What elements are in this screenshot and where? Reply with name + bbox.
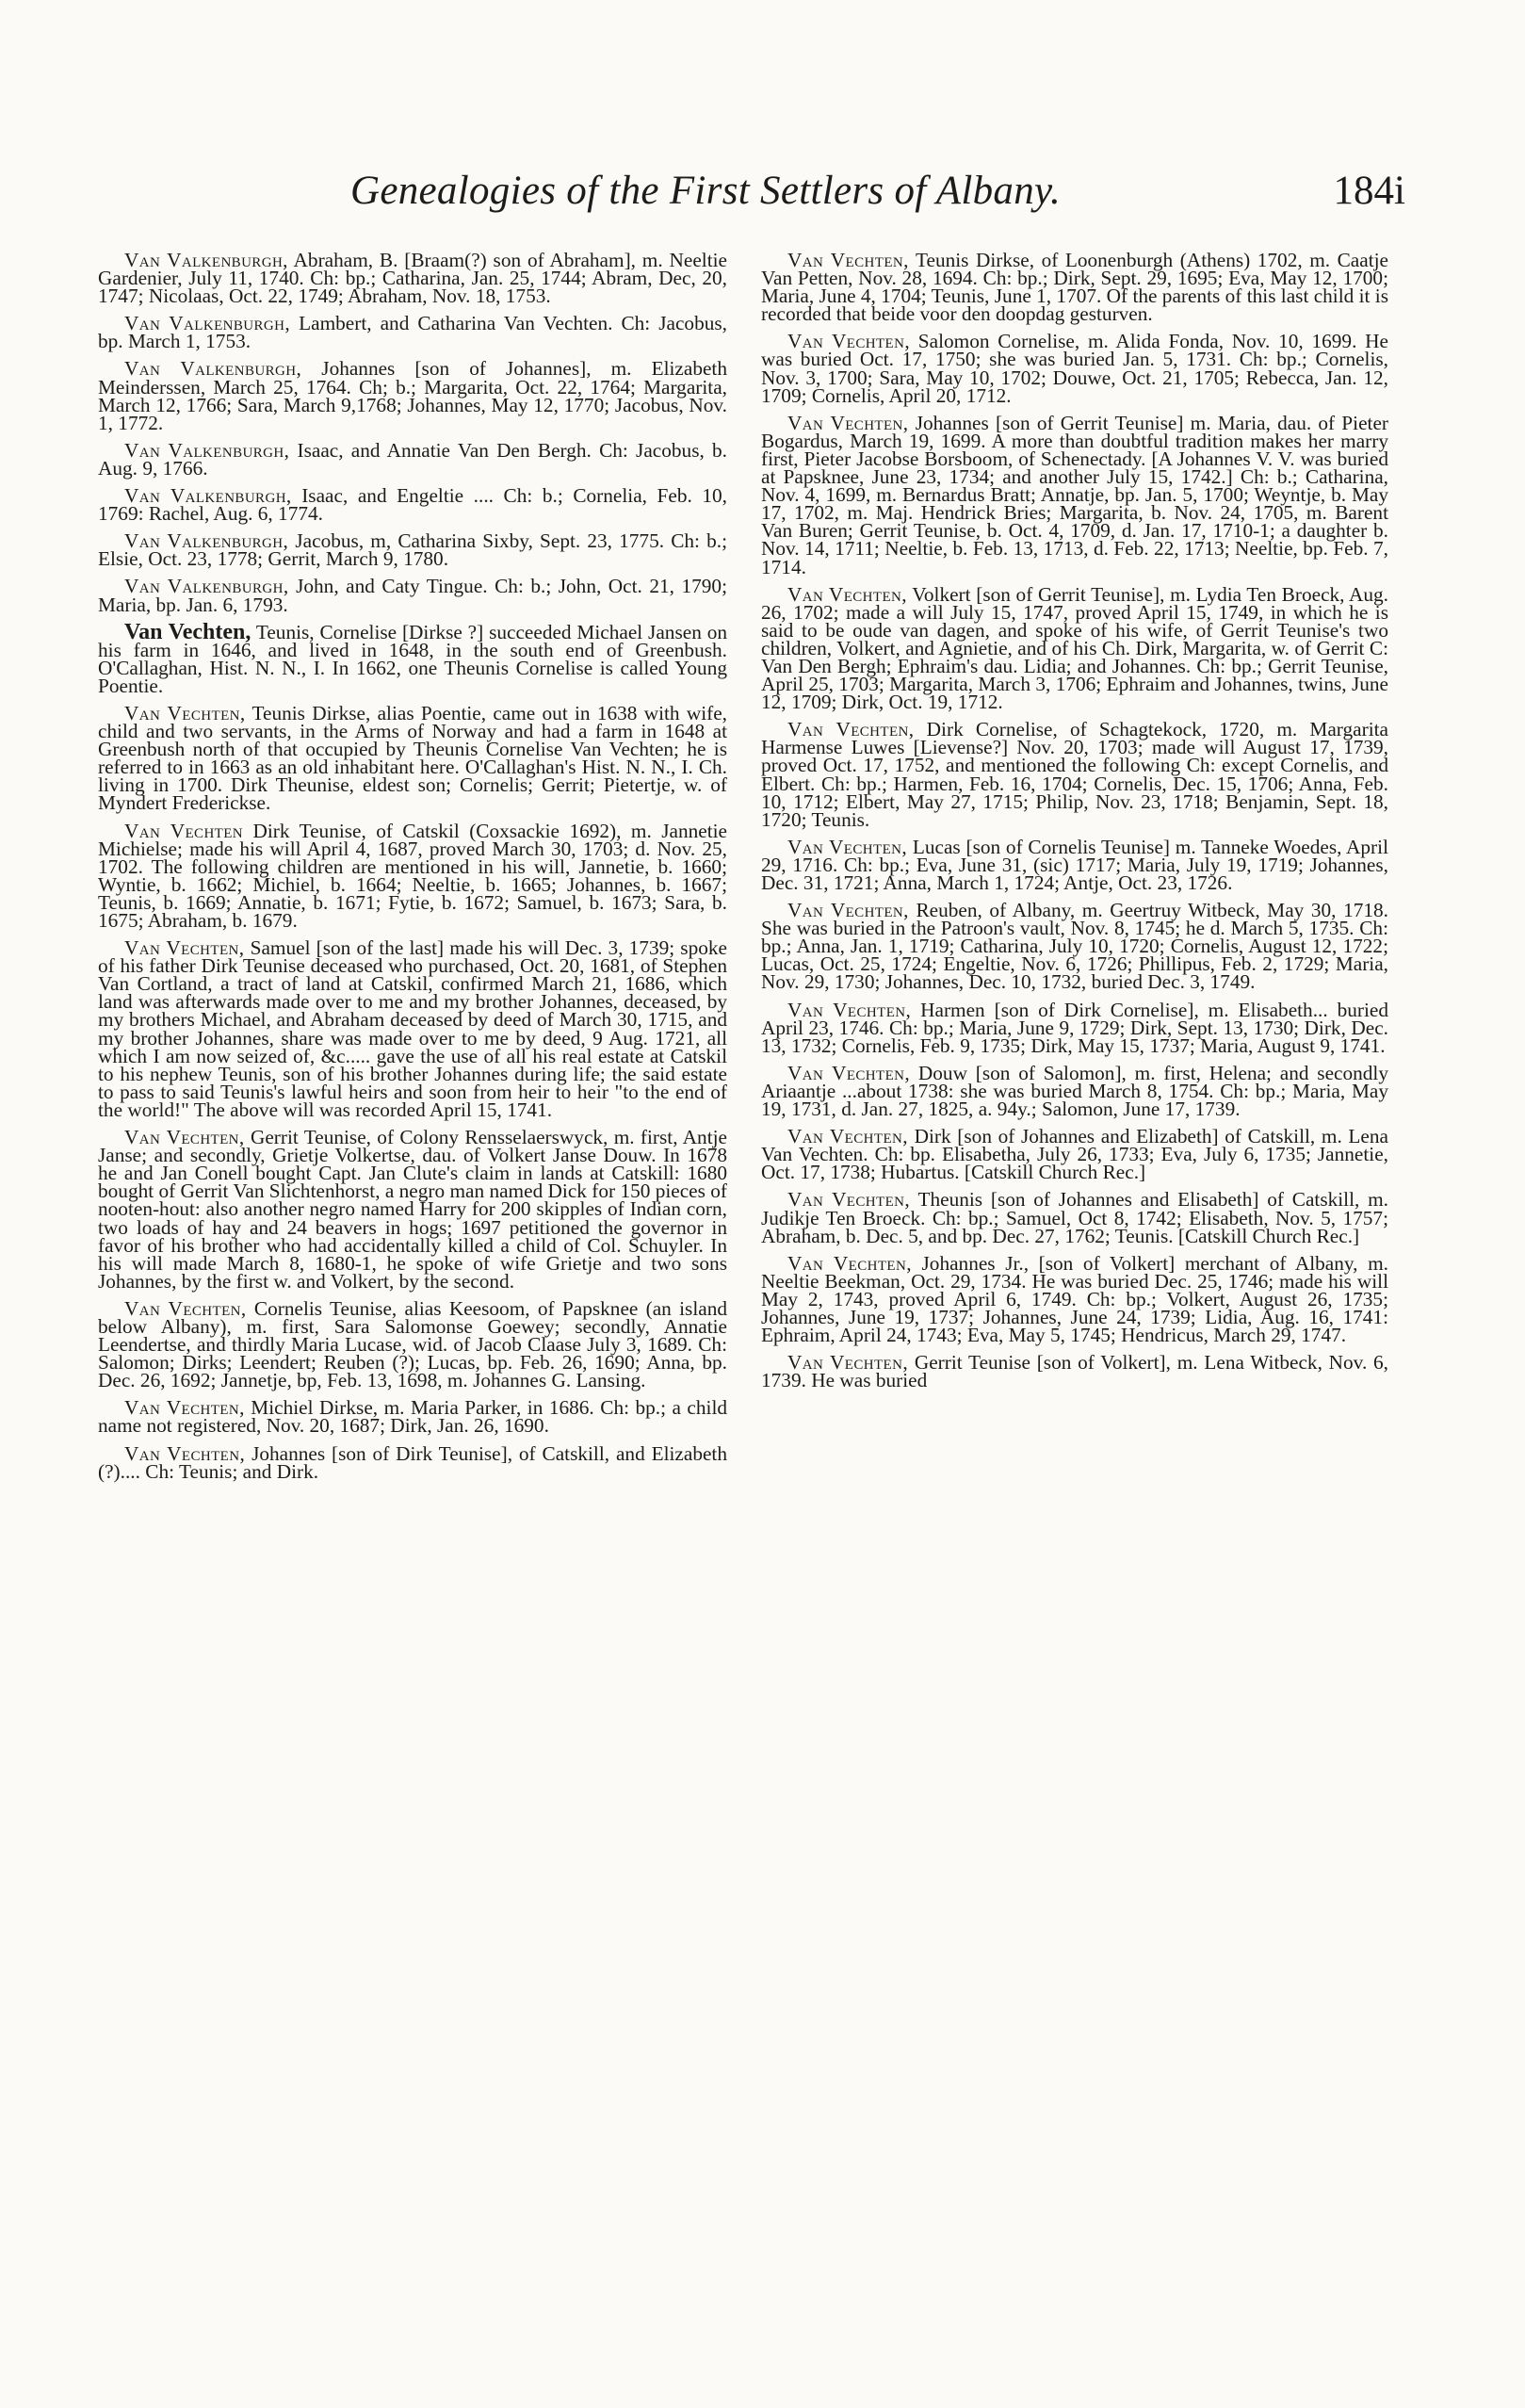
genealogy-entry bbox=[761, 1251, 1388, 1347]
entry-text: Isaac, and Annatie Van Den Bergh. Ch: Jacobus, b. Aug. 9, 1766. bbox=[98, 438, 727, 480]
genealogy-entry bbox=[761, 1188, 1388, 1247]
entry-text: Salomon Cornelise, m. Alida Fonda, Nov. 10, 1699. He was buried Oct. 17, 1750; she was buried Jan. 5, 1731. Ch: bp.; Cornelis, Nov. 3, 1700; Sara, May 10, 1702; Douwe, Oct. 21, 1705; Rebecca, Jan. 12, 1709; Cornelis, April 20, 1712. bbox=[761, 330, 1388, 407]
genealogy-entry bbox=[761, 582, 1388, 714]
entry-surname: Van Vechten, bbox=[787, 1251, 912, 1275]
entry-text: Johannes [son of Dirk Teunise], of Catskill, and Elizabeth (?).... Ch: Teunis; and Dirk. bbox=[98, 1441, 727, 1483]
entry-surname: Van Vechten, bbox=[124, 1296, 247, 1320]
entry-text: John, and Caty Tingue. Ch: b.; John, Oct. 21, 1790; Maria, bp. Jan. 6, 1793. bbox=[98, 575, 727, 616]
entry-text: Jacobus, m, Catharina Sixby, Sept. 23, 1775. Ch: b.; Elsie, Oct. 23, 1778; Gerrit, March 9, 1780. bbox=[98, 529, 727, 571]
entry-text: Lucas [son of Cornelis Teunise] m. Tanneke Woedes, April 29, 1716. Ch: bp.; Eva, June 31, (sic) 1717; Maria, July 19, 1719; Johannes, Dec. 31, 1721; Anna, March 1, 1724; Antje, Oct. 23, 1726. bbox=[761, 835, 1388, 894]
genealogy-entry bbox=[98, 357, 728, 434]
entry-surname: Van Vechten, bbox=[124, 936, 245, 960]
entry-surname: Van Vechten, bbox=[124, 619, 251, 644]
genealogy-entry bbox=[98, 312, 727, 353]
genealogy-entry bbox=[761, 998, 1388, 1057]
entry-text: Dirk Teunise, of Catskil (Coxsackie 1692), m. Jannetie Michielse; made his will April 4, 1687, proved March 30, 1703; d. Nov. 25, 1702. The following children are mentioned in his will, Jannetie, b. 1660; Wyntie, b. 1662; Michiel, b. 1664; Neeltie, b. 1665; Johannes, b. 1667; Teunis, b. 1669; Annatie, b. 1671; Fytie, b. 1672; Samuel, b. 1673; Sara, b. 1675; Abraham, b. 1679. bbox=[98, 819, 727, 932]
genealogy-entry bbox=[761, 1351, 1388, 1392]
entry-surname: Van Vechten, bbox=[124, 701, 246, 724]
entry-text: Samuel [son of the last] made his will Dec. 3, 1739; spoke of his father Dirk Teunise deceased who purchased, Oct. 20, 1681, of Stephen Van Cortland, a tract of land at Catskil, confirmed March 21, 1686, which land was afterwards made over to me and my brother Johannes, deceased, by my brothers Michael, and Abraham deceased by deed of March 30, 1715, and my brother Johannes, share was made over to me by deed, 9 Aug. 1721, all which I am now seized of, &c..... gave the use of all his real estate at Catskil to his nephew Teunis, son of his brother Johannes during life; the said estate to pass to said Teunis's lawful heirs and soon from heir to heir "to the end of the world!" The above will was recorded April 15, 1741. bbox=[98, 936, 727, 1121]
entry-text: Johannes [son of Gerrit Teunise] m. Maria, dau. of Pieter Bogardus, March 19, 1699. A more than doubtful tradition makes her marry first, Pieter Jacobse Borsboom, of Schenectady. [A Johannes V. V. was buried at Papsknee, June 23, 1734; and another July 15, 1742.] Ch: b.; Catharina, Nov. 4, 1699, m. Bernardus Bratt; Annatje, bp. Jan. 5, 1700; Weyntje, b. May 17, 1702, m. Maj. Hendrick Bries; Margarita, b. Nov. 24, 1705, m. Barent Van Buren; Gerrit Teunise, b. Oct. 4, 1709, d. Jan. 17, 1710-1; a daughter b. Nov. 14, 1711; Neeltie, b. Feb. 13, 1713, d. Feb. 22, 1713; Neeltie, bp. Feb. 7, 1714. bbox=[761, 411, 1388, 578]
genealogy-entry bbox=[761, 411, 1388, 578]
entry-surname: Van Valkenburgh, bbox=[124, 438, 290, 462]
entry-surname: Van Valkenburgh, bbox=[124, 312, 291, 335]
entry-surname: Van Vechten, bbox=[787, 411, 909, 434]
entry-surname: Van Vechten, bbox=[787, 1125, 908, 1148]
entry-text: Theunis [son of Johannes and Elisabeth] of Catskill, m. Judikje Ten Broeck. Ch: bp.; Samuel, Oct 8, 1742; Elisabeth, Nov. 5, 1757; Abraham, b. Dec. 5, and bp. Dec. 27, 1762; Teunis. [Catskill Church Rec.] bbox=[761, 1188, 1388, 1247]
entry-text: Isaac, and Engeltie .... Ch: b.; Cornelia, Feb. 10, 1769: Rachel, Aug. 6, 1774. bbox=[98, 484, 727, 526]
entry-surname: Van Valkenburgh, bbox=[124, 484, 292, 508]
genealogy-entry bbox=[761, 330, 1388, 407]
genealogy-entry bbox=[98, 1126, 727, 1293]
entry-surname: Van Vechten, bbox=[787, 330, 911, 353]
genealogy-entry bbox=[98, 575, 727, 616]
genealogy-entry bbox=[98, 249, 727, 308]
page-header bbox=[350, 168, 1405, 222]
right-column bbox=[761, 249, 1388, 1399]
page-number: 184i bbox=[1333, 169, 1405, 213]
entry-surname: Van Vechten, bbox=[787, 718, 915, 741]
genealogy-entry bbox=[98, 1441, 727, 1483]
genealogy-entry bbox=[98, 701, 727, 815]
left-column bbox=[98, 249, 728, 1490]
genealogy-entry bbox=[98, 819, 727, 932]
entry-surname: Van Vechten, bbox=[787, 899, 909, 922]
genealogy-entry bbox=[98, 529, 727, 571]
entry-text: Johannes Jr., [son of Volkert] merchant of Albany, m. Neeltie Beekman, Oct. 29, 1734. He was buried Dec. 25, 1746; made his will May 2, 1743, proved April 6, 1749. Ch: bp.; Volkert, August 26, 1735; Johannes, June 19, 1737; Johannes, June 24, 1739; Lidia, Aug. 16, 1741: Ephraim, April 24, 1743; Eva, May 5, 1745; Hendricus, March 29, 1747. bbox=[761, 1251, 1388, 1347]
entry-text: Cornelis Teunise, alias Keesoom, of Papsknee (an island below Albany), m. first, Sara Salomonse Goewey; secondly, Annatie Leendertse, and thirdly Maria Lucase, wid. of Jacob Claase July 3, 1689. Ch: Salomon; Dirks; Leendert; Reuben (?); Lucas, bp. Feb. 26, 1690; Anna, bp. Dec. 26, 1692; Jannetje, bp, Feb. 13, 1698, m. Johannes G. Lansing. bbox=[98, 1296, 727, 1392]
genealogy-entry bbox=[98, 484, 727, 526]
entry-text: Dirk [son of Johannes and Elizabeth] of Catskill, m. Lena Van Vechten. Ch: bp. Elisabetha, July 26, 1733; Eva, July 6, 1735; Jannetie, Oct. 17, 1738; Hubartus. [Catskill Church Rec.] bbox=[761, 1125, 1388, 1184]
entry-surname: Van Vechten, bbox=[124, 1396, 245, 1420]
entry-surname: Van Vechten, bbox=[124, 1441, 246, 1465]
entry-text: Gerrit Teunise, of Colony Rensselaerswyck, m. first, Antje Janse; and secondly, Grietje Volkertse, dau. of Volkert Janse Douw. In 1678 he and Jan Conell bought Capt. Jan Clute's claim in lands at Catskill: 1680 bought of Gerrit Van Slichtenhorst, a negro man named Dick for 150 pieces of nooten-hout: also another negro named Harry for 200 skipples of Indian corn, two loads of hay and 24 beavers in hogs; 1697 petitioned the governor in favor of his brother who had accidentally killed a child of Col. Schuyler. In his will made March 8, 1680-1, he spoke of wife Grietje and two sons Johannes, by the first w. and Volkert, by the second. bbox=[98, 1126, 727, 1293]
entry-text: Gerrit Teunise [son of Volkert], m. Lena Witbeck, Nov. 6, 1739. He was buried bbox=[761, 1351, 1388, 1392]
genealogy-entry bbox=[98, 936, 727, 1121]
entry-surname: Van Vechten, bbox=[787, 998, 912, 1021]
entry-surname: Van Vechten, bbox=[787, 835, 908, 858]
entry-text: Abraham, B. [Braam(?) son of Abraham], m. Neeltie Gardenier, July 11, 1740. Ch: bp.; Catharina, Jan. 25, 1744; Abram, Dec, 20, 1747; Nicolaas, Oct. 22, 1749; Abraham, Nov. 18, 1753. bbox=[98, 249, 727, 308]
entry-surname: Van Vechten bbox=[124, 819, 244, 842]
entry-surname: Van Valkenburgh, bbox=[124, 529, 289, 553]
genealogy-entry bbox=[761, 899, 1388, 994]
entry-text: Harmen [son of Dirk Cornelise], m. Elisabeth... buried April 23, 1746. Ch: bp.; Maria, June 9, 1729; Dirk, Sept. 13, 1730; Dirk, Dec. 13, 1732; Cornelis, Feb. 9, 1735; Dirk, May 15, 1737; Maria, August 9, 1741. bbox=[761, 998, 1388, 1057]
entry-surname: Van Vechten, bbox=[787, 249, 909, 271]
genealogy-entry bbox=[98, 438, 727, 480]
entry-surname: Van Valkenburgh, bbox=[124, 575, 289, 598]
entry-surname: Van Vechten, bbox=[787, 1061, 911, 1084]
genealogy-entry bbox=[761, 1125, 1388, 1184]
entry-text: Douw [son of Salomon], m. first, Helena; and secondly Ariaantje ...about 1738: she was buried March 8, 1754. Ch: bp.; Maria, May 19, 1731, d. Jan. 27, 1825, a. 94y.; Salomon, June 17, 1739. bbox=[761, 1061, 1388, 1121]
entry-text: Teunis, Cornelise [Dirkse ?] succeeded Michael Jansen on his farm in 1646, and lived in 1648, in the south end of Greenbush. O'Callaghan, Hist. N. N., I. In 1662, one Theunis Cornelise is called Young Poentie. bbox=[98, 620, 727, 697]
entry-surname: Van Vechten, bbox=[124, 1126, 245, 1149]
entry-text: Lambert, and Catharina Van Vechten. Ch: Jacobus, bp. March 1, 1753. bbox=[98, 312, 727, 353]
running-title: Genealogies of the First Settlers of Albany. bbox=[350, 169, 1062, 213]
entry-surname: Van Valkenburgh, bbox=[124, 357, 302, 381]
genealogy-entry bbox=[761, 835, 1388, 894]
entry-surname: Van Vechten, bbox=[787, 1188, 911, 1212]
genealogy-entry bbox=[98, 1296, 727, 1392]
entry-surname: Van Vechten, bbox=[787, 1351, 909, 1375]
entry-surname: Van Vechten, bbox=[787, 582, 907, 606]
entry-text: Teunis Dirkse, alias Poentie, came out in 1638 with wife, child and two servants, in the Arms of Norway and had a farm in 1648 at Greenbush north of that occupied by Theunis Cornelise Van Vechten; he is referred to in 1663 as an old inhabitant here. O'Callaghan's Hist. N. N., I. Ch. living in 1700. Dirk Theunise, eldest son; Cornelis; Gerrit; Pietertje, w. of Myndert Frederickse. bbox=[98, 701, 727, 815]
entry-text: Teunis Dirkse, of Loonenburgh (Athens) 1702, m. Caatje Van Petten, Nov. 28, 1694. Ch: bp.; Dirk, Sept. 29, 1695; Eva, May 12, 1700; Maria, June 4, 1704; Teunis, June 1, 1707. Of the parents of this last child it is recorded that beide voor den doopdag gesturven. bbox=[761, 249, 1388, 326]
entry-text: Volkert [son of Gerrit Teunise], m. Lydia Ten Broeck, Aug. 26, 1702; made a will July 15, 1747, proved April 15, 1749, in which he is said to be oude van dagen, and spoke of his wife, of Gerrit Teunise's two children, Volkert, and Agnietie, and of his Ch. Dirk, Margarita, w. of Gerrit C: Van Den Bergh; Ephraim's dau. Lidia; and Johannes. Ch: bp.; Gerrit Teunise, April 25, 1703; Margarita, March 3, 1706; Ephraim and Johannes, twins, June 12, 1709; Dirk, Oct. 19, 1712. bbox=[761, 582, 1388, 714]
entry-text: Reuben, of Albany, m. Geertruy Witbeck, May 30, 1718. She was buried in the Patroon's vault, Nov. 8, 1745; he d. March 5, 1735. Ch: bp.; Anna, Jan. 1, 1719; Catharina, July 10, 1720; Cornelis, August 12, 1722; Lucas, Oct. 25, 1724; Engeltie, Nov. 6, 1726; Phillipus, Feb. 2, 1729; Maria, Nov. 29, 1730; Johannes, Dec. 10, 1732, buried Dec. 3, 1749. bbox=[761, 899, 1388, 994]
genealogy-entry bbox=[761, 249, 1388, 326]
genealogy-entry bbox=[761, 718, 1388, 831]
genealogy-entry bbox=[761, 1061, 1388, 1121]
entry-text: Johannes [son of Johannes], m. Elizabeth Meinderssen, March 25, 1764. Ch; b.; Margarita, Oct. 22, 1764; Margarita, March 12, 1766; Sara, March 9,1768; Johannes, May 12, 1770; Jacobus, Nov. 1, 1772. bbox=[98, 357, 728, 434]
genealogy-entry bbox=[98, 1396, 728, 1438]
entry-surname: Van Valkenburgh, bbox=[124, 249, 288, 271]
entry-text: Michiel Dirkse, m. Maria Parker, in 1686. Ch: bp.; a child name not registered, Nov. 20, 1687; Dirk, Jan. 26, 1690. bbox=[98, 1396, 728, 1438]
entry-text: Dirk Cornelise, of Schagtekock, 1720, m. Margarita Harmense Luwes [Lievense?] Nov. 20, 1703; made will August 17, 1739, proved Oct. 17, 1752, and mentioned the following Ch: except Cornelis, and Elbert. Ch: bp.; Harmen, Feb. 16, 1704; Cornelis, Dec. 15, 1706; Anna, Feb. 10, 1712; Elbert, May 27, 1715; Philip, Nov. 23, 1718; Benjamin, Sept. 18, 1720; Teunis. bbox=[761, 718, 1388, 831]
genealogy-entry bbox=[98, 619, 727, 697]
